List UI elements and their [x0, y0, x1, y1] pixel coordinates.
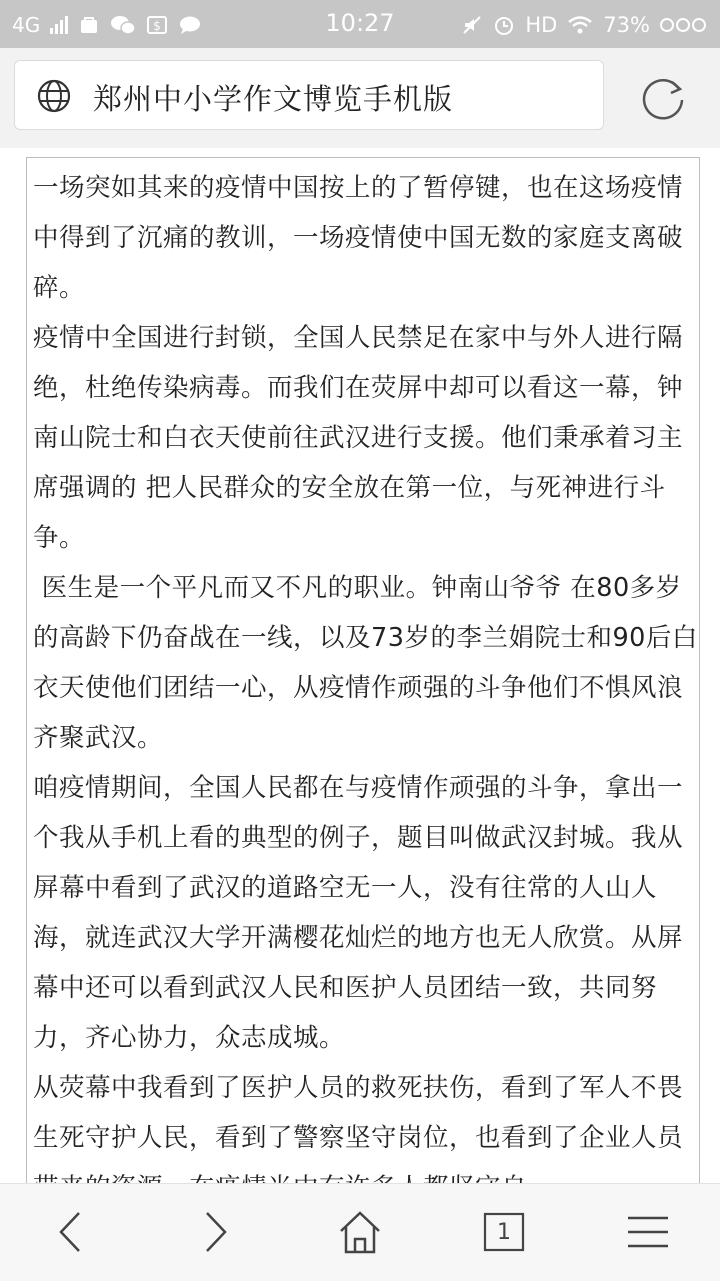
back-button[interactable]: [40, 1204, 100, 1260]
globe-icon: [37, 79, 71, 113]
page-title: 郑州中小学作文博览手机版: [93, 82, 454, 116]
menu-button[interactable]: [618, 1204, 678, 1260]
alarm-icon: [493, 15, 515, 35]
browser-toolbar: [0, 48, 720, 148]
status-right: [461, 10, 706, 40]
article-body: [26, 157, 700, 1257]
chevron-right-icon: [201, 1209, 231, 1255]
article-paragraph: 咱疫情期间，全国人民都在与疫情作顽强的斗争，拿出一个我从手机上看的典型的例子，题目叫做武汉封城。我从屏幕中看到了武汉的道路空无一人，没有往常的人山人海，就连武汉大学开满樱花灿烂的地方也无人欣赏。从屏幕中还可以看到武汉人民和医护人员团结一致，共同努力，齐心协力，众志成城。: [33, 773, 684, 1053]
network-label: 4G: [12, 13, 41, 37]
battery-percent: 73%: [603, 13, 650, 37]
battery-icon: [660, 18, 706, 32]
article-paragraph: 疫情中全国进行封锁，全国人民禁足在家中与外人进行隔绝，杜绝传染病毒。而我们在荧屏中却可以看这一幕，钟南山院士和白衣天使前往武汉进行支援。他们秉承着习主席强调的 把人民群众的安全放在第一位，与死神进行斗争。: [33, 323, 684, 553]
reload-icon[interactable]: [638, 72, 688, 122]
forward-button[interactable]: [186, 1204, 246, 1260]
tab-count: 1: [497, 1219, 511, 1245]
address-bar[interactable]: [14, 60, 604, 130]
clipped-header-fragment: [26, 148, 106, 154]
tabs-button[interactable]: [474, 1204, 534, 1260]
bottom-toolbar: [0, 1183, 720, 1281]
article-paragraph: 医生是一个平凡而又不凡的职业。钟南山爷爷 在80多岁的高龄下仍奋战在一线，以及73岁的李兰娟院士和90后白衣天使他们团结一心，从疫情作顽强的斗争他们不惧风浪齐聚武汉。: [33, 573, 698, 753]
article-paragraph: 一场突如其来的疫情中国按上的了暂停键，也在这场疫情中得到了沉痛的教训，一场疫情使中国无数的家庭支离破碎。: [33, 173, 684, 303]
menu-icon: [626, 1212, 670, 1252]
home-icon: [338, 1209, 382, 1255]
hd-label: HD: [525, 13, 558, 37]
status-time: 10:27: [325, 9, 395, 37]
svg-text:$: $: [153, 19, 162, 33]
article-paragraph: 从荧幕中我看到了医护人员的救死扶伤，看到了军人不畏生死守护人民，看到了警察坚守岗位，也看到了企业人员: [33, 1073, 684, 1153]
wifi-icon: [567, 15, 593, 35]
mute-icon: [461, 15, 483, 35]
home-button[interactable]: [330, 1204, 390, 1260]
status-bar: [0, 0, 720, 48]
chevron-left-icon: [55, 1209, 85, 1255]
